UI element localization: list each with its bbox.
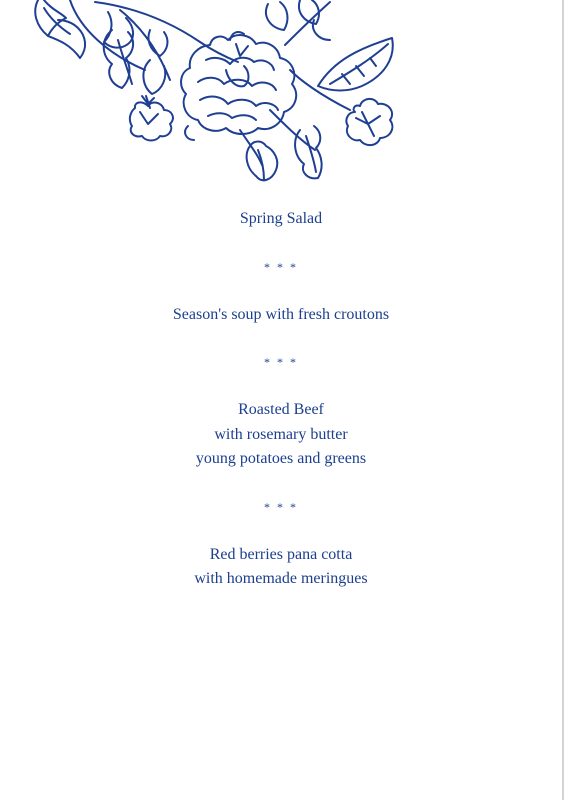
course-soup <box>0 303 562 328</box>
course-line: Spring Salad <box>239 210 323 227</box>
course-separator: * * * <box>264 259 298 274</box>
course-main <box>0 398 562 472</box>
course-line: with homemade meringues <box>194 570 368 587</box>
floral-ornament-icon <box>0 0 420 190</box>
course-dessert <box>0 543 562 592</box>
course-line: Roasted Beef <box>238 401 324 418</box>
course-separator: * * * <box>264 499 298 514</box>
course-line: Red berries pana cotta <box>209 545 353 563</box>
course-starter <box>0 207 562 232</box>
menu-courses <box>0 207 562 592</box>
course-line: Season's soup with fresh croutons <box>172 305 390 323</box>
course-line: with rosemary butter <box>214 425 348 443</box>
course-separator: * * * <box>264 355 298 369</box>
course-line: young potatoes and greens <box>195 450 367 467</box>
